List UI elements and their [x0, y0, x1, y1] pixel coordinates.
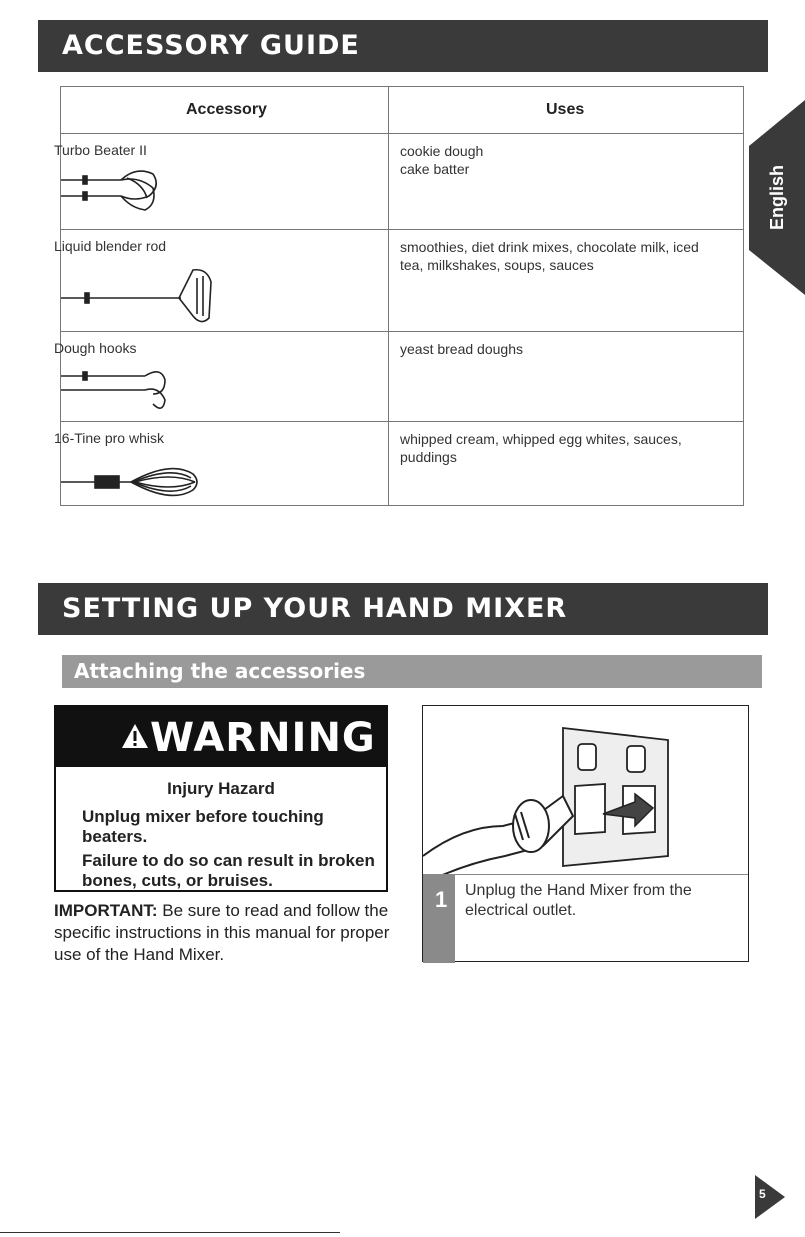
table-row — [54, 421, 743, 507]
table-row — [54, 133, 743, 229]
accessory-uses: cookie dough cake batter — [400, 143, 484, 177]
dough-hooks-icon — [61, 364, 181, 420]
attach-title: Attaching the accessories — [74, 659, 366, 683]
step-text: Unplug the Hand Mixer from the electrical outlet. — [465, 882, 692, 919]
setup-banner — [38, 583, 768, 635]
whisk-icon — [61, 454, 221, 504]
step-number: 1 — [435, 887, 448, 912]
accessory-name: Liquid blender rod — [54, 238, 167, 254]
accessory-name: Dough hooks — [54, 340, 137, 356]
important-note — [54, 900, 398, 966]
accessory-name: 16-Tine pro whisk — [54, 430, 164, 446]
turbo-beater-icon — [61, 166, 181, 216]
unplug-illustration — [422, 705, 749, 962]
accessory-name: Turbo Beater II — [54, 142, 147, 158]
warning-title: WARNING — [150, 715, 376, 761]
warning-box — [54, 705, 388, 892]
accessory-uses: whipped cream, whipped egg whites, sauces, puddings — [400, 431, 682, 465]
hazard-label: Injury Hazard — [167, 779, 275, 798]
table-row — [54, 331, 743, 421]
accessory-guide-banner — [38, 20, 768, 72]
outlet-plug-icon — [423, 706, 748, 874]
accessory-uses: yeast bread doughs — [400, 341, 523, 357]
setup-title: SETTING UP YOUR HAND MIXER — [62, 593, 568, 624]
page-number-tab — [755, 1175, 785, 1224]
important-label: IMPORTANT: — [54, 901, 158, 920]
step-1 — [423, 874, 748, 963]
warning-line-1: Unplug mixer before touching beaters. — [82, 807, 324, 846]
footer-rule — [0, 1232, 340, 1233]
blender-rod-icon — [61, 262, 221, 328]
accessory-table — [54, 86, 744, 506]
warning-line-2: Failure to do so can result in broken bones, cuts, or bruises. — [82, 851, 375, 890]
header-accessory: Accessory — [186, 101, 267, 118]
table-header — [61, 87, 743, 133]
warning-header — [56, 707, 386, 767]
page-number: 5 — [759, 1187, 766, 1201]
header-uses: Uses — [546, 101, 585, 118]
language-tab — [749, 100, 805, 295]
language-tab-label: English — [767, 164, 787, 230]
attach-banner — [62, 655, 762, 688]
warning-triangle-icon — [121, 723, 149, 749]
important-text: Be sure to read and follow the specific instructions in this manual for proper use of the Hand Mixer. — [54, 901, 390, 964]
accessory-guide-title: ACCESSORY GUIDE — [62, 30, 360, 61]
table-row — [54, 229, 743, 331]
accessory-uses: smoothies, diet drink mixes, chocolate milk, iced tea, milkshakes, soups, sauces — [400, 239, 699, 273]
